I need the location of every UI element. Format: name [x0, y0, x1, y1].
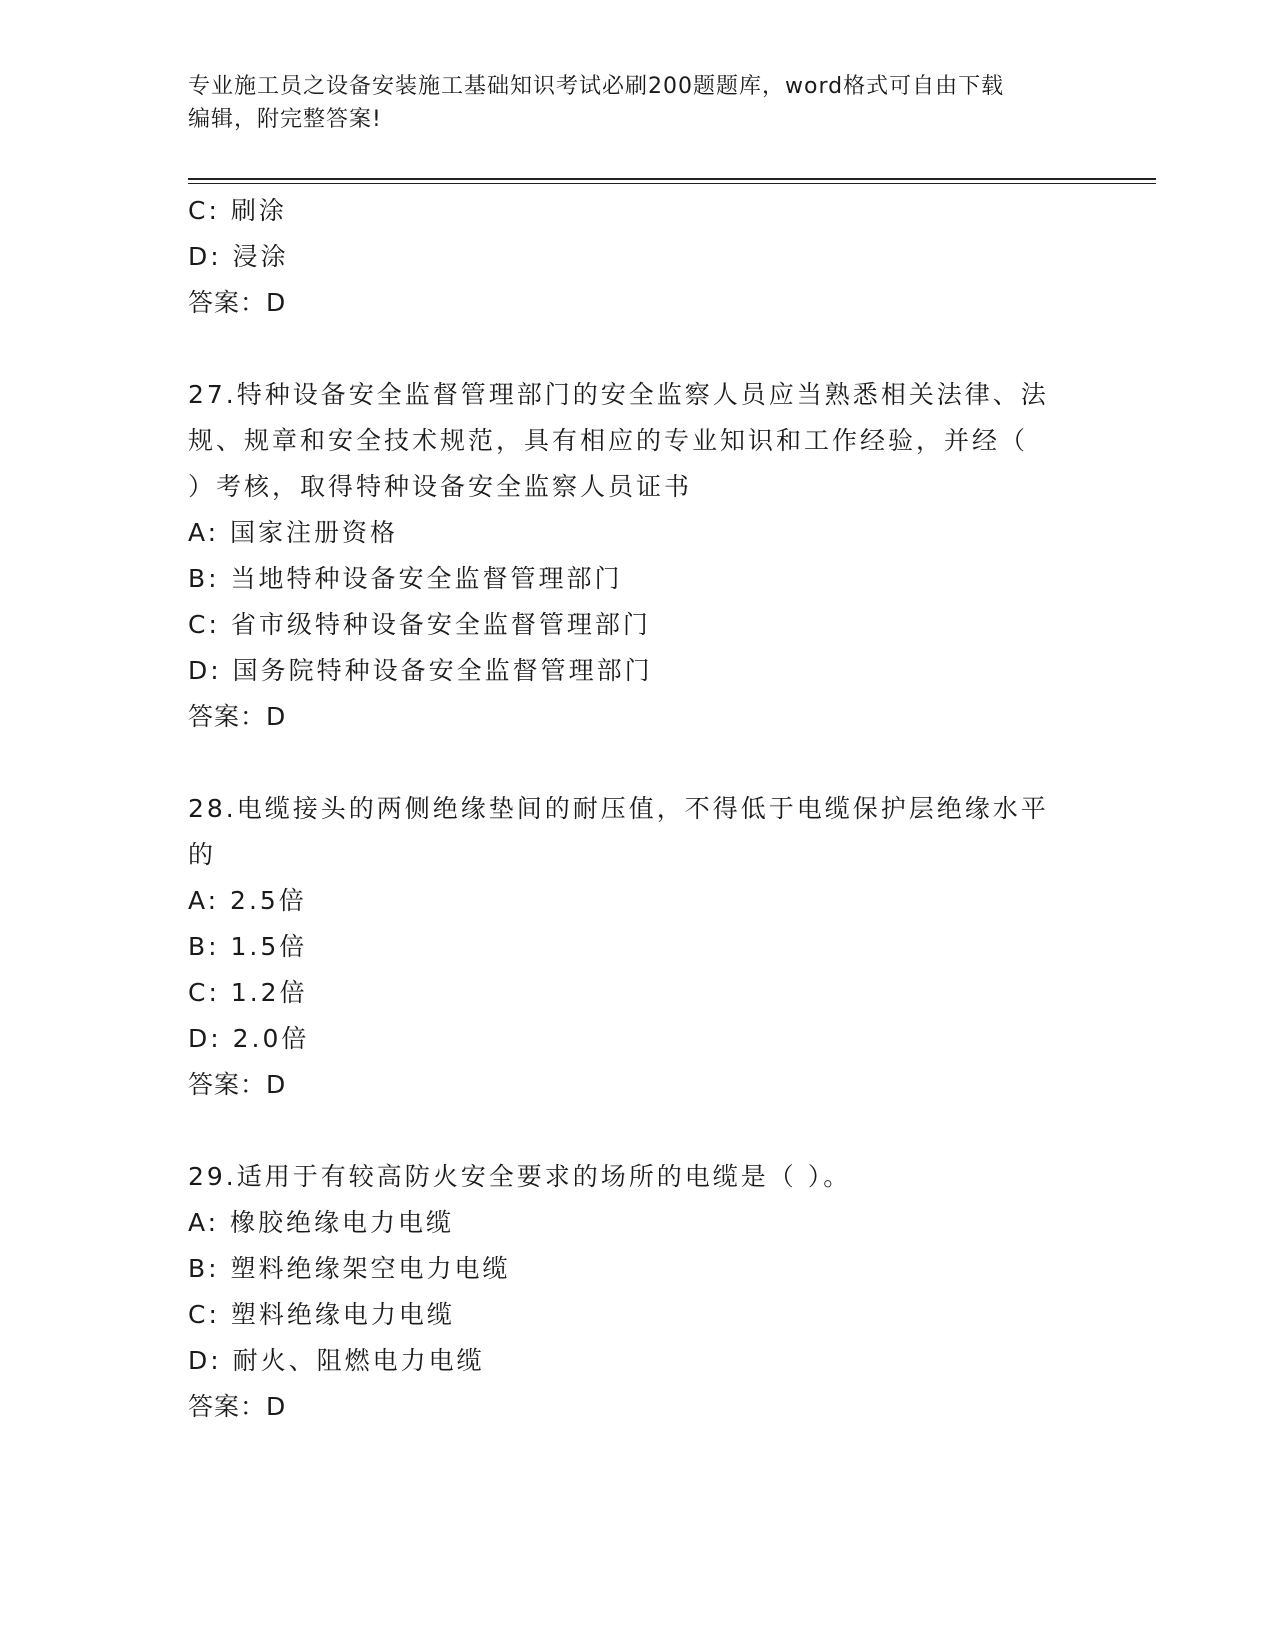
- question-28: [188, 786, 1088, 1108]
- question-29: [188, 1154, 1088, 1430]
- spacer: [188, 1108, 1088, 1154]
- option-d: D: 国务院特种设备安全监督管理部门: [188, 656, 653, 685]
- option-c: C: 塑料绝缘电力电缆: [188, 1300, 455, 1329]
- page-header: [188, 70, 1088, 136]
- option-a: A: 国家注册资格: [188, 518, 399, 547]
- option-b: B: 当地特种设备安全监督管理部门: [188, 564, 623, 593]
- answer: 答案：D: [188, 1070, 287, 1099]
- option-c: C: 省市级特种设备安全监督管理部门: [188, 610, 651, 639]
- question-text-line: ）考核，取得特种设备安全监察人员证书: [188, 472, 693, 501]
- answer: 答案：D: [188, 702, 287, 731]
- header-rule-thin: [188, 183, 1156, 184]
- option-a: A: 2.5倍: [188, 886, 307, 915]
- question-26-tail: [188, 188, 1088, 326]
- question-text-line: 规、规章和安全技术规范，具有相应的专业知识和工作经验，并经（: [188, 426, 1029, 455]
- question-27: [188, 372, 1088, 740]
- question-text-line: 27.特种设备安全监督管理部门的安全监察人员应当熟悉相关法律、法: [188, 380, 1049, 409]
- question-text-line: 28.电缆接头的两侧绝缘垫间的耐压值，不得低于电缆保护层绝缘水平: [188, 794, 1049, 823]
- option-d: D: 耐火、阻燃电力电缆: [188, 1346, 485, 1375]
- answer: 答案：D: [188, 1392, 287, 1421]
- answer: 答案：D: [188, 288, 287, 317]
- header-line-1: 专业施工员之设备安装施工基础知识考试必刷200题题库，word格式可自由下载: [188, 74, 1005, 99]
- header-rule-thick: [188, 178, 1156, 180]
- spacer: [188, 740, 1088, 786]
- question-list: [188, 188, 1088, 1430]
- spacer: [188, 326, 1088, 372]
- header-line-2: 编辑，附完整答案!: [188, 107, 382, 132]
- option-a: A: 橡胶绝缘电力电缆: [188, 1208, 455, 1237]
- option-c: C: 刷涂: [188, 196, 287, 225]
- option-d: D: 2.0倍: [188, 1024, 310, 1053]
- option-c: C: 1.2倍: [188, 978, 308, 1007]
- option-d: D: 浸涂: [188, 242, 289, 271]
- question-text-line: 的: [188, 840, 217, 869]
- option-b: B: 塑料绝缘架空电力电缆: [188, 1254, 511, 1283]
- option-b: B: 1.5倍: [188, 932, 308, 961]
- question-text-line: 29.适用于有较高防火安全要求的场所的电缆是（ ）。: [188, 1162, 852, 1191]
